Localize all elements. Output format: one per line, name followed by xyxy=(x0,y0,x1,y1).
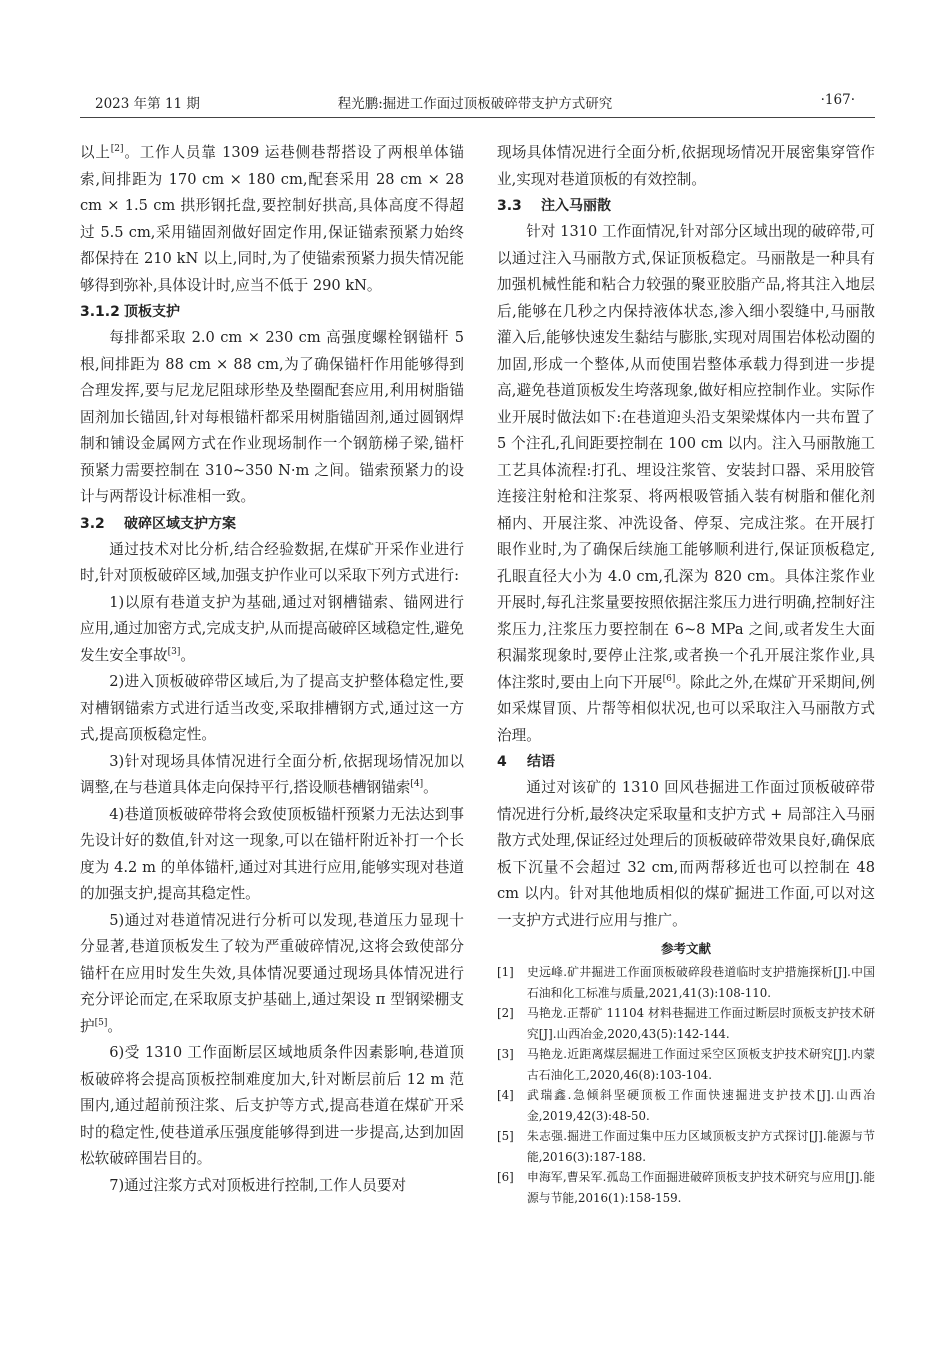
list-item: 3)针对现场具体情况进行全面分析,依据现场情况加以调整,在与巷道具体走向保持平行,搭设顺巷槽钢锚索[4]。 xyxy=(80,752,464,796)
journal-issue: 2023 年第 11 期 xyxy=(95,96,200,112)
paragraph: 现场具体情况进行全面分析,依据现场情况开展密集穿管作业,实现对巷道顶板的有效控制。 xyxy=(497,144,875,188)
article-title-header: 程光鹏:掘进工作面过顶板破碎带支护方式研究 xyxy=(337,96,613,112)
page-number: ·167· xyxy=(820,92,855,108)
reference-item: [6] 申海军,曹呆军.孤岛工作面掘进破碎顶板支护技术研究与应用[J].能源与节能,2016(1):158-159. xyxy=(497,1170,875,1205)
citation[interactable]: [4] xyxy=(410,779,424,790)
citation[interactable]: [2] xyxy=(110,144,124,155)
reference-item: [5] 朱志强.掘进工作面过集中压力区域顶板支护方式探讨[J].能源与节能,2016(3):187-188. xyxy=(497,1129,875,1164)
list-item: 7)通过注浆方式对顶板进行控制,工作人员要对 xyxy=(109,1176,407,1194)
section-heading-3-1-2: 3.1.2 顶板支护 xyxy=(80,304,180,320)
references-heading: 参考文献 xyxy=(660,941,711,956)
citation[interactable]: [3] xyxy=(167,646,181,657)
reference-item: [2] 马艳龙.正帮矿 11104 材料巷掘进工作面过断层时顶板支护技术研究[J].山西冶金,2020,43(5):142-144. xyxy=(497,1006,875,1041)
citation[interactable]: [5] xyxy=(94,1017,108,1028)
reference-list xyxy=(497,962,875,1208)
left-column xyxy=(80,140,464,1199)
running-header xyxy=(95,92,855,112)
header-rule xyxy=(80,117,875,118)
list-item: 6)受 1310 工作面断层区域地质条件因素影响,巷道顶板破碎将会提高顶板控制难度加大,针对断层前后 12 m 范围内,通过超前预注浆、后支护等方式,提高巷道在煤矿开采时的稳定性,使巷道承压强度能够得到进一步提高,达到加固松软破碎围岩目的。 xyxy=(80,1044,464,1167)
citation[interactable]: [6] xyxy=(662,673,676,684)
reference-item: [3] 马艳龙.近距离煤层掘进工作面过采空区顶板支护技术研究[J].内蒙古石油化工,2020,46(8):103-104. xyxy=(497,1047,875,1082)
reference-item: [4] 武瑞鑫.急倾斜坚硬顶板工作面快速掘进支护技术[J].山西冶金,2019,42(3):48-50. xyxy=(497,1088,875,1123)
paragraph: 以上[2]。工作人员靠 1309 运巷侧巷帮搭设了两根单体锚索,间排距为 170 cm × 180 cm,配套采用 28 cm × 28 cm × 1.5 cm 拱形钢托盘,要控制好拱高,具体高度不得超过 5.5 cm,采用锚固剂做好固定作用,保证锚索预紧力始终都保持在 210 kN 以上,同时,为了使锚索预紧力损失情况能够得到弥补,具体设计时,应当不低于 290 kN。 xyxy=(80,144,464,294)
list-item: 4)巷道顶板破碎带将会致使顶板锚杆预紧力无法达到事先设计好的数值,针对这一现象,可以在锚杆附近补打一个长度为 4.2 m 的单体锚杆,通过对其进行应用,能够实现对巷道的加强支护,提高其稳定性。 xyxy=(80,805,464,902)
paragraph: 针对 1310 工作面情况,针对部分区域出现的破碎带,可以通过注入马丽散方式,保证顶板稳定。马丽散是一种具有加强机械性能和粘合力较强的聚亚胶脂产品,将其注入地层后,能够在几秒之内保持液体状态,渗入细小裂缝中,马丽散灌入后,能够快速发生黏结与膨胀,实现对周围岩体松动圈的加固,形成一个整体,从而使围岩整体承载力得到进一步提高,避免巷道顶板发生垮落现象,做好相应控制作业。实际作业开展时做法如下:在巷道迎头沿支架梁煤体内一共布置了 5 个注孔,孔间距要控制在 100 cm 以内。注入马丽散施工工艺具体流程:打孔、埋设注浆管、安装封口器、采用胶管连接注射枪和注浆泵、将两根吸管插入装有树脂和催化剂桶内、开展注浆、冲洗设备、停泵、完成注浆。在开展打眼作业时,为了确保后续施工能够顺利进行,保证顶板稳定,孔眼直径大小为 4.0 cm,孔深为 820 cm。具体注浆作业开展时,每孔注浆量要按照依据注浆压力进行明确,控制好注浆压力,注浆压力要控制在 6~8 MPa 之间,或者发生大面积漏浆现象时,要停止注浆,或者换一个孔开展注浆作业,具体注浆时,要由上向下开展[6]。除此之外,在煤矿开采期间,例如采煤冒顶、片帮等相似状况,也可以采取注入马丽散方式治理。 xyxy=(497,223,876,744)
list-item: 2)进入顶板破碎带区域后,为了提高支护整体稳定性,要对槽钢锚索方式进行适当改变,采取排槽钢方式,通过这一方式,提高顶板稳定性。 xyxy=(80,673,464,743)
paragraph: 通过对该矿的 1310 回风巷掘进工作面过顶板破碎带情况进行分析,最终决定采取量和支护方式 + 局部注入马丽散方式处理,保证经过处理后的顶板破碎带效果良好,确保底板下沉量不会超过 32 cm,而两帮移近也可以控制在 48 cm 以内。针对其他地质相似的煤矿掘进工作面,可以对这一支护方式进行应用与推广。 xyxy=(497,779,875,929)
reference-item: [1] 史远峰.矿井掘进工作面顶板破碎段巷道临时支护措施探析[J].中国石油和化工标准与质量,2021,41(3):108-110. xyxy=(497,965,875,1000)
paragraph: 通过技术对比分析,结合经验数据,在煤矿开采作业进行时,针对顶板破碎区域,加强支护作业可以采取下列方式进行: xyxy=(80,540,464,584)
section-heading-3-3: 3.3 注入马丽散 xyxy=(497,198,611,214)
right-column xyxy=(497,140,875,1208)
section-heading-4: 4 结语 xyxy=(497,754,555,770)
section-heading-3-2: 3.2 破碎区域支护方案 xyxy=(80,515,236,532)
paragraph: 每排都采取 2.0 cm × 230 cm 高强度螺栓钢锚杆 5 根,间排距为 88 cm × 88 cm,为了确保锚杆作用能够得到合理发挥,要与尼龙尼阻球形垫及垫圈配套应用,利用树脂锚固剂加长锚固,针对每根锚杆都采用树脂锚固剂,通过圆钢焊制和铺设金属网方式在作业现场制作一个钢筋梯子梁,锚杆预紧力需要控制在 310~350 N·m 之间。锚索预紧力的设计与两帮设计标准相一致。 xyxy=(80,329,464,505)
list-item: 1)以原有巷道支护为基础,通过对钢槽锚索、锚网进行应用,通过加密方式,完成支护,从而提高破碎区域稳定性,避免发生安全事故[3]。 xyxy=(80,593,464,664)
list-item: 5)通过对巷道情况进行分析可以发现,巷道压力显现十分显著,巷道顶板发生了较为严重破碎情况,这将会致使部分锚杆在应用时发生失效,具体情况要通过现场具体情况进行充分评论而定,在采取原支护基础上,通过架设 π 型钢梁棚支护[5]。 xyxy=(80,911,464,1035)
